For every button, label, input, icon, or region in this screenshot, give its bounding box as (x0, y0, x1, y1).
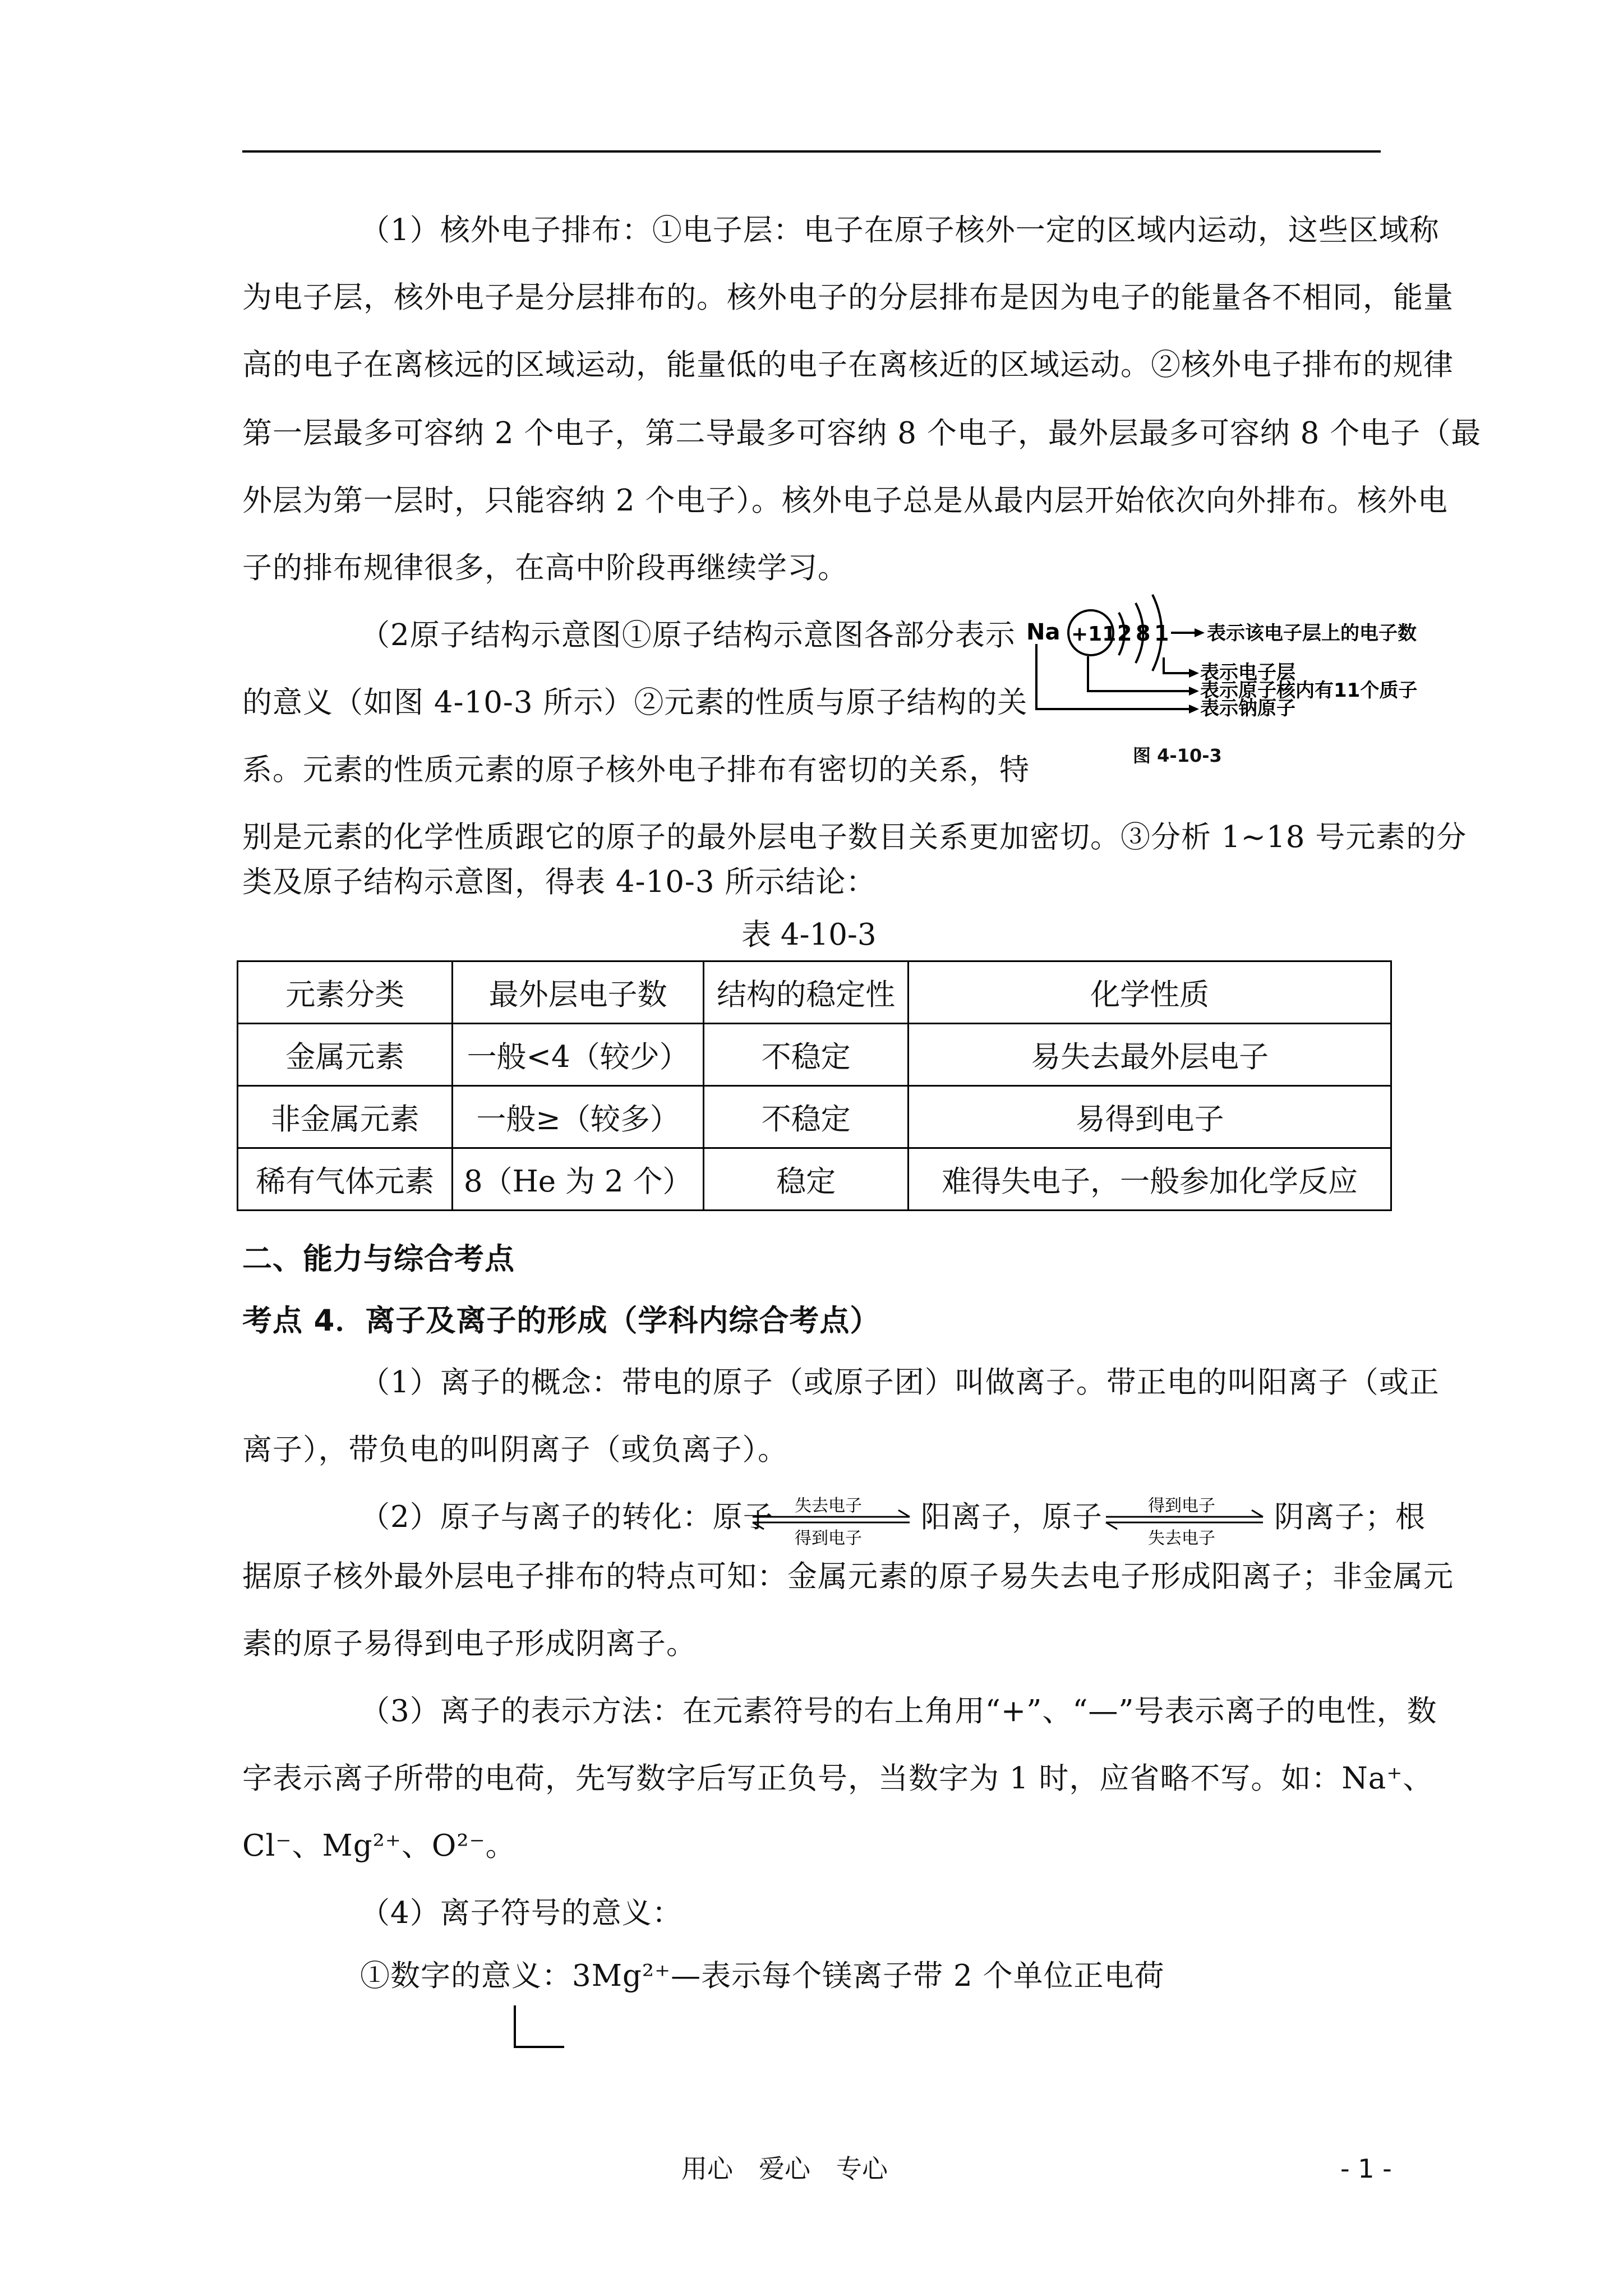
table-cell: 金属元素 (238, 1024, 453, 1086)
text-line: 类及原子结构示意图，得表 4-10-3 所示结论： (242, 865, 877, 899)
arrow-top-label: 得到电子 (1148, 1496, 1215, 1516)
text-line: 子的排布规律很多，在高中阶段再继续学习。 (242, 551, 848, 585)
text-line: 字表示离子所带的电荷，先写数字后写正负号，当数字为 1 时，应省略不写。如：Na⁺、 (242, 1761, 1433, 1796)
table-cell: 易得到电子 (909, 1086, 1391, 1148)
kaodian-heading: 考点 4．离子及离子的形成（学科内综合考点） (242, 1304, 880, 1338)
text-line: Cl⁻、Mg²⁺、O²⁻。 (242, 1829, 516, 1863)
page-number: - 1 - (1340, 2154, 1392, 2184)
shell-count: 2 (1117, 621, 1132, 646)
label-protons: 表示原子核内有11个质子 (1200, 679, 1418, 702)
figure-caption: 图 4-10-3 (1133, 745, 1222, 766)
section-heading: 二、能力与综合考点 (242, 1242, 515, 1276)
arrow-top-label: 失去电子 (795, 1496, 862, 1516)
label-sodium-atom: 表示钠原子 (1200, 697, 1295, 720)
table-row (238, 1024, 1391, 1086)
text-line: （3）离子的表示方法：在元素符号的右上角用“+”、“—”号表示离子的电性，数 (360, 1694, 1437, 1728)
text-line: （4）离子符号的意义： (360, 1896, 683, 1930)
element-classification-table (237, 960, 1392, 1211)
footer-motto: 用心 爱心 专心 (681, 2154, 888, 2184)
table-caption: 表 4-10-3 (741, 918, 877, 952)
annotation-bracket (514, 2005, 564, 2048)
table-cell: 不稳定 (703, 1024, 908, 1086)
table-row (238, 1086, 1391, 1148)
table-header-cell: 最外层电子数 (453, 961, 703, 1024)
table-cell: 稳定 (703, 1148, 908, 1211)
shell-count: 8 (1136, 621, 1151, 646)
header-rule (242, 150, 1381, 153)
ion-conversion-line (360, 1492, 1426, 1548)
table-cell: 稀有气体元素 (238, 1148, 453, 1211)
table-cell: 一般<4（较少） (453, 1024, 703, 1086)
table-cell: 不稳定 (703, 1086, 908, 1148)
text-line: 素的原子易得到电子形成阴离子。 (242, 1627, 697, 1661)
text-line: 系。元素的性质元素的原子核外电子排布有密切的关系，特 (242, 753, 1030, 787)
text-line: 别是元素的化学性质跟它的原子的最外层电子数目关系更加密切。③分析 1~18 号元素的分 (242, 820, 1467, 854)
label-shell: 表示电子层 (1200, 661, 1295, 684)
table-header-cell: 结构的稳定性 (703, 961, 908, 1024)
table-cell: 难得失电子，一般参加化学反应 (909, 1148, 1391, 1211)
text-line: 第一层最多可容纳 2 个电子，第二导最多可容纳 8 个电子，最外层最多可容纳 8 个电子（最 (242, 416, 1482, 450)
text-segment: 阳离子，原子 (921, 1500, 1103, 1534)
shell-count: 1 (1154, 621, 1169, 646)
arrow-bottom-label: 得到电子 (795, 1529, 862, 1548)
table-header-cell: 元素分类 (238, 961, 453, 1024)
table-cell: 非金属元素 (238, 1086, 453, 1148)
text-segment: （2）原子与离子的转化：原子 (360, 1500, 773, 1534)
text-line: （1）离子的概念：带电的原子（或原子团）叫做离子。带正电的叫阳离子（或正 (360, 1365, 1440, 1400)
table-cell: 8（He 为 2 个） (453, 1148, 703, 1211)
table-header-cell: 化学性质 (909, 961, 1391, 1024)
reversible-arrow (747, 1492, 915, 1548)
text-segment: 阴离子；根 (1274, 1500, 1426, 1534)
nucleus-charge: +11 (1071, 623, 1117, 646)
text-line: （2原子结构示意图①原子结构示意图各部分表示 (360, 618, 1016, 652)
arrow-bottom-label: 失去电子 (1148, 1529, 1215, 1548)
table-header-row (238, 961, 1391, 1024)
atomic-structure-diagram (1026, 578, 1464, 746)
text-line: 离子），带负电的叫阴离子（或负离子）。 (242, 1433, 788, 1467)
element-symbol: Na (1026, 619, 1061, 645)
table-cell: 一般≥（较多） (453, 1086, 703, 1148)
table-row (238, 1148, 1391, 1211)
text-line: 为电子层，核外电子是分层排布的。核外电子的分层排布是因为电子的能量各不相同，能量 (242, 280, 1454, 315)
text-line: 外层为第一层时，只能容纳 2 个电子）。核外电子总是从最内层开始依次向外排布。核外电 (242, 484, 1448, 518)
reversible-arrow (1100, 1492, 1269, 1548)
text-line: 的意义（如图 4-10-3 所示）②元素的性质与原子结构的关 (242, 685, 1028, 720)
table-cell: 易失去最外层电子 (909, 1024, 1391, 1086)
text-line: 高的电子在离核远的区域运动，能量低的电子在离核近的区域运动。②核外电子排布的规律 (242, 348, 1454, 382)
text-line: ①数字的意义：3Mg²⁺—表示每个镁离子带 2 个单位正电荷 (360, 1959, 1165, 1993)
text-line: 据原子核外最外层电子排布的特点可知：金属元素的原子易失去电子形成阳离子；非金属元 (242, 1559, 1454, 1594)
label-electron-count: 表示该电子层上的电子数 (1207, 622, 1417, 645)
text-line: （1）核外电子排布：①电子层：电子在原子核外一定的区域内运动，这些区域称 (360, 213, 1440, 247)
